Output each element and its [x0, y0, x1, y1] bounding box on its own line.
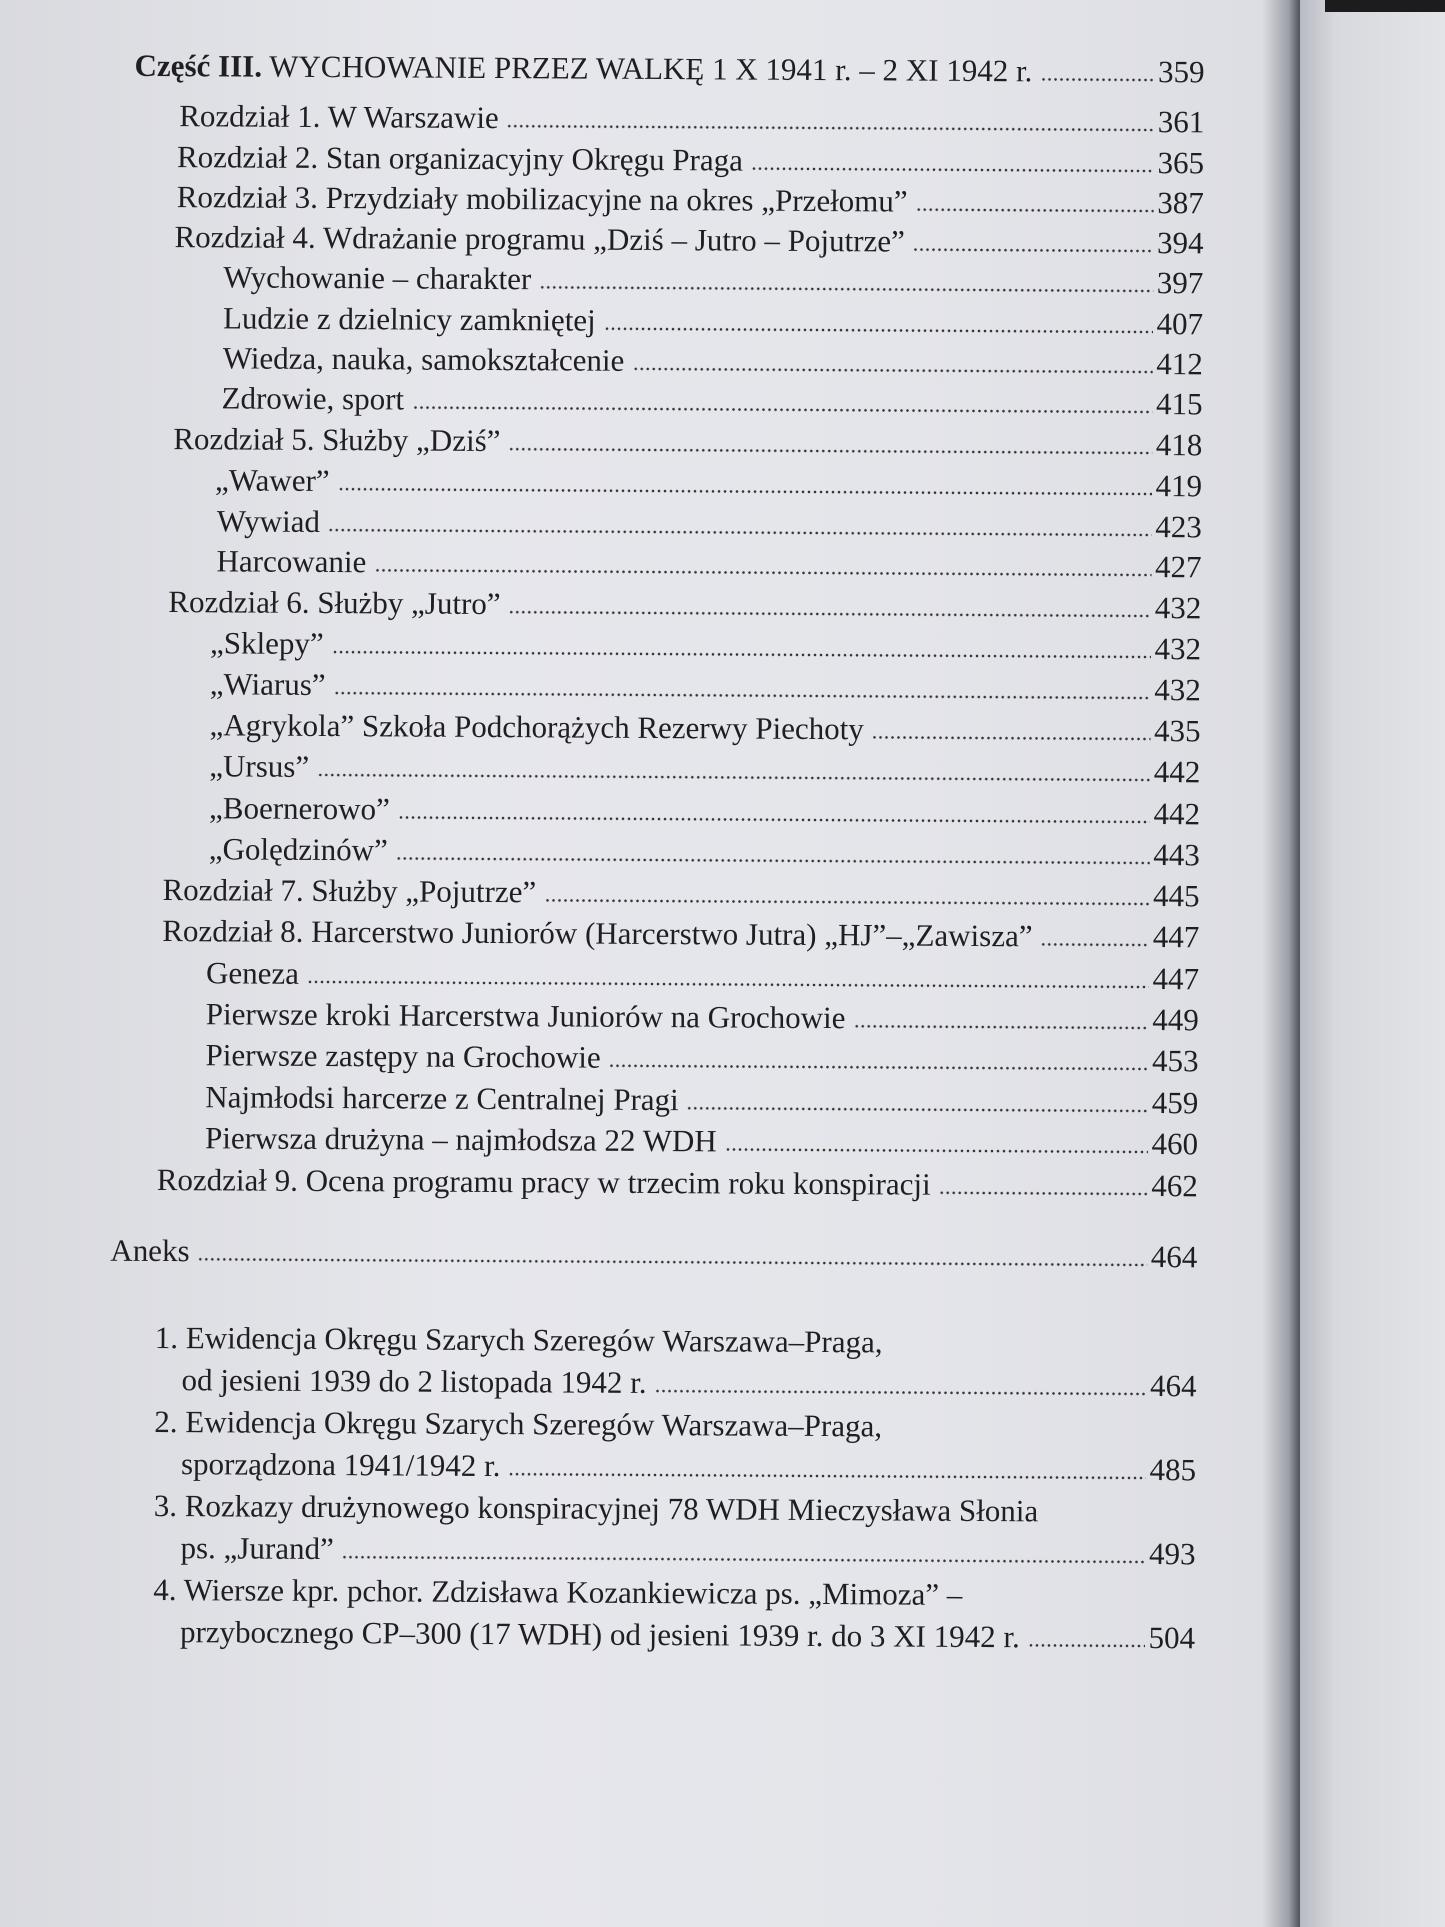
- annex-title: 2. Ewidencja Okręgu Szarych Szeregów Warszawa–Praga,: [154, 1403, 883, 1444]
- toc-entry: [173, 419, 1202, 465]
- toc-entry: [209, 746, 1200, 792]
- dot-leader: [507, 124, 1154, 132]
- toc-part-heading: [134, 46, 1204, 93]
- page-number: 493: [1148, 1536, 1196, 1572]
- toc-entry-text: Zdrowie, sport: [221, 380, 405, 417]
- annex-entry-line1: [154, 1402, 882, 1446]
- toc-entry: [209, 705, 1200, 751]
- toc-entry-text: Rozdział 7. Służby „Pojutrze”: [162, 872, 537, 910]
- annex-title: 1. Ewidencja Okręgu Szarych Szeregów Warszawa–Praga,: [154, 1319, 883, 1360]
- page-number: 442: [1153, 754, 1201, 790]
- annex-title: 4. Wiersze kpr. pchor. Zdzisława Kozankiewicza ps. „Mimoza” –: [153, 1571, 963, 1612]
- dot-leader: [872, 735, 1150, 741]
- toc-entry-text: „Boernerowo”: [208, 790, 390, 827]
- toc-entry: [206, 953, 1199, 999]
- part-prefix: Część III.: [134, 47, 263, 84]
- page-number: 432: [1154, 590, 1202, 626]
- dot-leader: [544, 898, 1149, 906]
- toc-entry-text: ps. „Jurand”: [180, 1530, 334, 1567]
- dot-leader: [198, 1257, 1147, 1267]
- toc-entry-text: „Golędzinów”: [208, 831, 388, 868]
- dot-leader: [338, 487, 1152, 496]
- toc-entry-text: „Wiarus”: [209, 666, 326, 703]
- toc-entry: [215, 460, 1202, 506]
- toc-entry: [205, 1035, 1198, 1081]
- toc-entry-text: Wychowanie – charakter: [223, 259, 532, 297]
- toc-entry-text: Rozdział 9. Ocena programu pracy w trzecim roku konspiracji: [156, 1161, 931, 1202]
- toc-entry-text: Rozdział 5. Służby „Dziś”: [173, 421, 501, 459]
- page-number: 435: [1153, 713, 1201, 749]
- annex-entry-line2: [181, 1444, 1196, 1490]
- dot-leader: [509, 610, 1151, 618]
- toc-entry: [174, 217, 1203, 263]
- page-number: 443: [1153, 837, 1200, 873]
- dot-leader: [332, 650, 1151, 659]
- dot-leader: [725, 1147, 1148, 1154]
- page-number: 423: [1155, 509, 1202, 545]
- page-number: 462: [1151, 1168, 1198, 1204]
- toc-entry: [221, 378, 1202, 424]
- toc-aneks: [110, 1231, 1197, 1278]
- toc-entry: [223, 338, 1203, 384]
- annex-entry-line1: [154, 1486, 1039, 1531]
- page-number: 407: [1156, 306, 1204, 342]
- toc-entry: [205, 1118, 1198, 1164]
- toc-entry: [210, 623, 1201, 669]
- annex-entry-line2: [181, 1360, 1196, 1406]
- dot-leader: [1028, 1643, 1145, 1648]
- toc-entry-text: przybocznego CP–300 (17 WDH) od jesieni 1939 r. do 3 XI 1942 r.: [179, 1614, 1020, 1655]
- page-gutter-shadow: [1262, 0, 1300, 1927]
- toc-entry: [223, 298, 1203, 344]
- dot-leader: [342, 1555, 1145, 1564]
- toc-entry: [223, 257, 1203, 303]
- toc-entry: [168, 582, 1201, 628]
- toc-entry: [216, 541, 1201, 587]
- toc-entry-text: Rozdział 4. Wdrażanie programu „Dziś – Jutro – Pojutrze”: [174, 219, 905, 259]
- dot-leader: [1040, 942, 1148, 947]
- page-number: 485: [1149, 1452, 1197, 1488]
- page-number: 427: [1154, 549, 1202, 585]
- page-number: 442: [1153, 796, 1201, 832]
- part-title: WYCHOWANIE PRZEZ WALKĘ 1 X 1941 r. – 2 XI 1942 r.: [269, 48, 1033, 89]
- annex-entry-line2: [180, 1612, 1195, 1658]
- page-number: 464: [1150, 1239, 1198, 1275]
- toc-entry-text: Rozdział 8. Harcerstwo Juniorów (Harcerstwo Jutra) „HJ”–„Zawisza”: [162, 913, 1033, 954]
- page-number: 432: [1154, 672, 1201, 708]
- page-number: 361: [1157, 104, 1205, 140]
- dot-leader: [398, 815, 1150, 824]
- toc-entry: [206, 994, 1199, 1040]
- toc-entry: [217, 501, 1202, 547]
- toc-entry-text: „Sklepy”: [209, 625, 324, 661]
- dot-leader: [751, 167, 1154, 173]
- page-number: 365: [1157, 145, 1205, 181]
- dot-leader: [374, 568, 1151, 577]
- toc-entry-text: Ludzie z dzielnicy zamkniętej: [222, 300, 596, 338]
- toc-entry-text: Wiedza, nauka, samokształcenie: [222, 340, 625, 378]
- toc-entry-text: sporządzona 1941/1942 r.: [180, 1446, 501, 1484]
- toc-entry: [179, 96, 1204, 142]
- toc-entry-text: „Ursus”: [209, 748, 310, 784]
- toc-entry-text: Rozdział 1. W Warszawie: [179, 98, 499, 136]
- toc-entry-text: od jesieni 1939 do 2 listopada 1942 r.: [181, 1362, 647, 1400]
- page-number: 460: [1151, 1126, 1199, 1162]
- page-number: 432: [1154, 631, 1202, 667]
- next-page-edge: [1300, 0, 1445, 1927]
- page-number: 419: [1155, 468, 1203, 504]
- page-number: 387: [1157, 185, 1204, 221]
- page-corner-shadow: [1325, 0, 1445, 12]
- toc-entry-text: Najmłodsi harcerze z Centralnej Pragi: [205, 1079, 679, 1118]
- toc-entry-text: Wywiad: [216, 503, 321, 539]
- toc-entry-text: „Wawer”: [214, 462, 330, 499]
- dot-leader: [853, 1024, 1148, 1030]
- dot-leader: [687, 1106, 1148, 1113]
- dot-leader: [317, 773, 1150, 782]
- toc-entry: [210, 664, 1201, 710]
- toc-entry: [162, 870, 1199, 916]
- annex-entry-line1: [153, 1570, 962, 1615]
- dot-leader: [1040, 77, 1154, 82]
- toc-entry-text: Harcowanie: [216, 543, 367, 580]
- page-number: 397: [1156, 265, 1204, 301]
- dot-leader: [609, 1064, 1148, 1071]
- dot-leader: [334, 691, 1151, 700]
- page-number: 415: [1155, 386, 1203, 422]
- page-number: 453: [1151, 1043, 1199, 1079]
- toc-entry-text: Rozdział 6. Służby „Jutro”: [168, 584, 501, 622]
- page-number: 449: [1152, 1002, 1199, 1038]
- dot-leader: [654, 1389, 1146, 1396]
- dot-leader: [508, 1472, 1145, 1480]
- dot-leader: [539, 285, 1153, 293]
- dot-leader: [396, 856, 1149, 865]
- toc-entry-text: Aneks: [110, 1232, 190, 1269]
- page-number: 447: [1152, 919, 1200, 955]
- dot-leader: [307, 980, 1149, 989]
- dot-leader: [913, 248, 1153, 253]
- page-number: 464: [1149, 1368, 1197, 1404]
- page-number: 359: [1157, 54, 1205, 90]
- page-number: 412: [1156, 346, 1203, 382]
- toc-entry-text: Pierwsza drużyna – najmłodsza 22 WDH: [204, 1120, 717, 1159]
- toc-entry-text: Rozdział 2. Stan organizacyjny Okręgu Praga: [176, 139, 744, 178]
- toc-entry-text: Pierwsze zastępy na Grochowie: [205, 1037, 601, 1075]
- toc-entry-text: Rozdział 3. Przydziały mobilizacyjne na okres „Przełomu”: [176, 179, 908, 219]
- toc-entry: [209, 829, 1200, 875]
- page-number: 394: [1156, 225, 1204, 261]
- toc-entry: [205, 1077, 1198, 1123]
- annex-entry-line1: [155, 1318, 883, 1362]
- page-number: 459: [1151, 1085, 1199, 1121]
- toc-entry: [209, 788, 1200, 834]
- toc-entry: [177, 137, 1204, 183]
- toc-entry-text: Pierwsze kroki Harcerstwa Juniorów na Grochowie: [205, 996, 846, 1036]
- toc-entry: [157, 1160, 1198, 1206]
- dot-leader: [916, 208, 1154, 213]
- toc-entry-text: „Agrykola” Szkoła Podchorążych Rezerwy Piechoty: [209, 707, 864, 747]
- page-number: 504: [1148, 1620, 1196, 1656]
- toc-entry: [162, 911, 1199, 957]
- dot-leader: [632, 367, 1152, 374]
- dot-leader: [328, 528, 1151, 537]
- dot-leader: [412, 406, 1152, 415]
- annex-entry-line2: [180, 1528, 1195, 1574]
- dot-leader: [604, 327, 1153, 334]
- annex-title: 3. Rozkazy drużynowego konspiracyjnej 78 WDH Mieczysława Słonia: [153, 1487, 1039, 1529]
- dot-leader: [939, 1191, 1148, 1196]
- toc-entry: [177, 177, 1204, 223]
- page-number: 445: [1152, 878, 1200, 914]
- page-number: 447: [1152, 961, 1200, 997]
- page-number: 418: [1155, 427, 1203, 463]
- toc-entry-text: Geneza: [205, 955, 300, 991]
- dot-leader: [508, 447, 1151, 455]
